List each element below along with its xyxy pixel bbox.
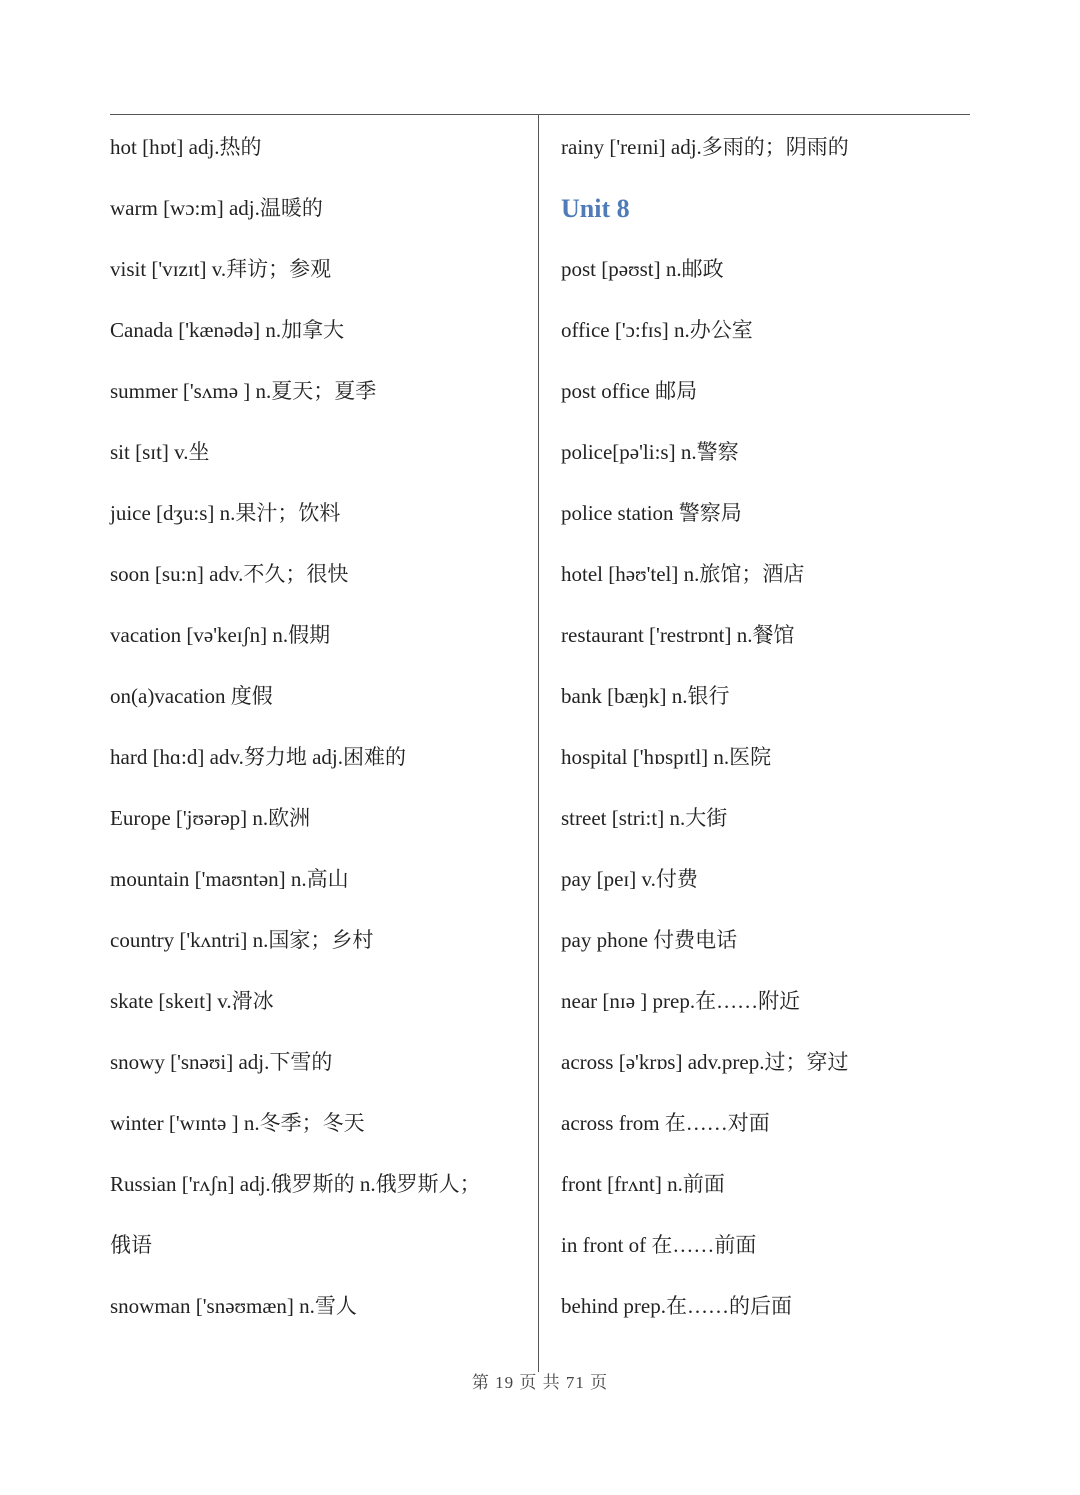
vocab-entry: Europe ['jʊərəp] n.欧洲: [110, 806, 311, 830]
vocab-entry: across from 在……对面: [561, 1111, 770, 1135]
vocab-entry: on(a)vacation 度假: [110, 684, 273, 708]
vocab-entry: summer ['sʌmə ] n.夏天；夏季: [110, 379, 377, 403]
vocab-entry: near [nɪə ] prep.在……附近: [561, 989, 801, 1013]
vocab-entry: bank [bæŋk] n.银行: [561, 684, 730, 708]
page-number: 第 19 页 共 71 页: [471, 1373, 609, 1392]
vocab-entry: warm [wɔ:m] adj.温暖的: [110, 196, 323, 220]
vocab-entry: in front of 在……前面: [561, 1233, 757, 1257]
vocab-entry: sit [sɪt] v.坐: [110, 440, 210, 464]
right-column: [561, 117, 961, 1337]
vocab-entry: Canada ['kænədə] n.加拿大: [110, 318, 345, 342]
unit-heading: Unit 8: [561, 194, 630, 223]
vocab-entry-continuation: 俄语: [110, 1233, 152, 1257]
vocab-entry: Russian ['rʌʃn] adj.俄罗斯的 n.俄罗斯人；: [110, 1172, 481, 1196]
left-column: [110, 117, 530, 1337]
vocab-entry: skate [skeɪt] v.滑冰: [110, 989, 274, 1013]
vocab-entry: soon [su:n] adv.不久；很快: [110, 562, 349, 586]
vocab-entry: hotel [həʊ'tel] n.旅馆；酒店: [561, 562, 805, 586]
vocab-entry: mountain ['maʊntən] n.高山: [110, 867, 349, 891]
vocab-entry: restaurant ['restrɒnt] n.餐馆: [561, 623, 795, 647]
vocab-entry: police[pə'li:s] n.警察: [561, 440, 739, 464]
vocab-entry: hard [hɑ:d] adv.努力地 adj.困难的: [110, 745, 406, 769]
vocab-entry: behind prep.在……的后面: [561, 1294, 792, 1318]
column-divider: [538, 114, 539, 1372]
vocab-entry: pay [peɪ] v.付费: [561, 867, 698, 891]
vocab-entry: visit ['vɪzɪt] v.拜访；参观: [110, 257, 332, 281]
vocab-entry: street [stri:t] n.大街: [561, 806, 728, 830]
vocab-entry: rainy ['reɪni] adj.多雨的；阴雨的: [561, 135, 849, 159]
vocab-entry: pay phone 付费电话: [561, 928, 738, 952]
vocab-entry: hot [hɒt] adj.热的: [110, 135, 262, 159]
vocab-entry: police station 警察局: [561, 501, 742, 525]
vocab-entry: juice [dʒu:s] n.果汁；饮料: [110, 501, 341, 525]
vocab-entry: post office 邮局: [561, 379, 698, 403]
vocab-entry: snowman ['snəʊmæn] n.雪人: [110, 1294, 357, 1318]
vocab-entry: country ['kʌntri] n.国家；乡村: [110, 928, 374, 952]
top-rule: [110, 114, 970, 115]
vocab-entry: office ['ɔ:fɪs] n.办公室: [561, 318, 753, 342]
vocab-entry: across [ə'krɒs] adv.prep.过；穿过: [561, 1050, 849, 1074]
vocab-entry: front [frʌnt] n.前面: [561, 1172, 725, 1196]
vocab-entry: vacation [və'keɪʃn] n.假期: [110, 623, 331, 647]
vocab-entry: snowy ['snəʊi] adj.下雪的: [110, 1050, 333, 1074]
vocab-entry: post [pəʊst] n.邮政: [561, 257, 724, 281]
vocab-entry: winter ['wɪntə ] n.冬季；冬天: [110, 1111, 365, 1135]
vocab-entry: hospital ['hɒspɪtl] n.医院: [561, 745, 772, 769]
